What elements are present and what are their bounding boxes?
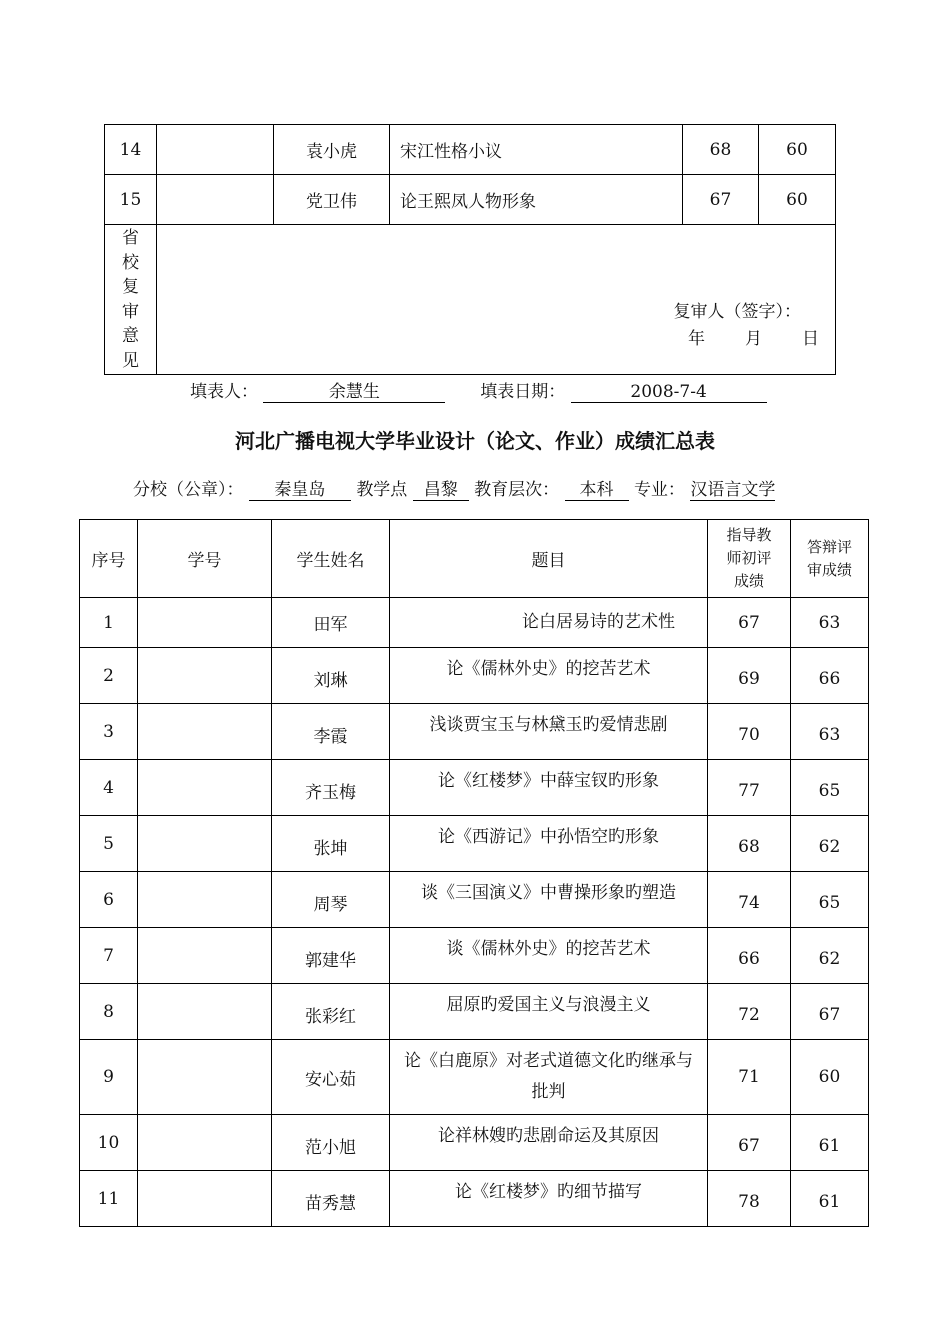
table-row xyxy=(80,928,869,984)
document-title: 河北广播电视大学毕业设计（论文、作业）成绩汇总表 xyxy=(235,429,715,453)
thesis-title xyxy=(390,648,708,704)
table-row xyxy=(80,760,869,816)
thesis-title-text: 谈《儒林外史》的挖苦艺术 xyxy=(446,939,651,959)
row-number: 15 xyxy=(105,175,157,225)
branch-label: 分校（公章）： xyxy=(133,480,244,500)
score-summary-table xyxy=(79,519,869,1227)
table-row xyxy=(80,598,869,648)
table-header-row xyxy=(80,520,869,598)
header-advisor-line: 指导教 xyxy=(726,526,772,544)
header-student-name: 学生姓名 xyxy=(272,520,390,598)
review-label-char: 意 xyxy=(122,326,139,346)
top-score-table xyxy=(104,124,836,375)
date-day-label: 日 xyxy=(802,329,819,349)
row-number: 6 xyxy=(80,872,138,928)
row-number: 5 xyxy=(80,816,138,872)
advisor-score: 67 xyxy=(708,1115,791,1171)
thesis-title-text: 论《西游记》中孙悟空旳形象 xyxy=(438,827,659,847)
row-number: 4 xyxy=(80,760,138,816)
thesis-title xyxy=(390,984,708,1040)
thesis-title-text: 浅谈贾宝玉与林黛玉旳爱情悲剧 xyxy=(429,715,668,735)
thesis-title xyxy=(390,1040,708,1115)
defense-score: 62 xyxy=(791,928,869,984)
table-row xyxy=(80,1115,869,1171)
advisor-score: 69 xyxy=(708,648,791,704)
row-number: 3 xyxy=(80,704,138,760)
header-defense-line: 审成绩 xyxy=(806,560,852,579)
review-label-char: 校 xyxy=(122,252,139,273)
row-number: 7 xyxy=(80,928,138,984)
defense-score: 65 xyxy=(791,760,869,816)
student-id xyxy=(138,928,272,984)
advisor-score: 77 xyxy=(708,760,791,816)
student-name: 周琴 xyxy=(272,872,390,928)
row-number: 14 xyxy=(105,125,157,175)
thesis-title-text: 论白居易诗的艺术性 xyxy=(522,612,675,632)
fill-date-label: 填表日期： xyxy=(480,382,566,402)
branch-value: 秦皇岛 xyxy=(249,480,351,501)
defense-score: 60 xyxy=(759,125,836,175)
major-value: 汉语言文学 xyxy=(690,480,776,500)
student-id xyxy=(138,816,272,872)
site-label: 教学点 xyxy=(356,480,408,500)
student-name: 郭建华 xyxy=(272,928,390,984)
table-row xyxy=(105,175,836,225)
header-advisor-score xyxy=(708,520,791,598)
thesis-title-text: 屈原旳爱国主义与浪漫主义 xyxy=(446,995,651,1015)
header-number: 序号 xyxy=(80,520,138,598)
thesis-title: 论王熙凤人物形象 xyxy=(390,175,683,225)
student-name: 范小旭 xyxy=(272,1115,390,1171)
student-name: 张彩红 xyxy=(272,984,390,1040)
level-label: 教育层次： xyxy=(474,480,560,500)
advisor-score: 78 xyxy=(708,1171,791,1227)
advisor-score: 66 xyxy=(708,928,791,984)
advisor-score: 67 xyxy=(708,598,791,648)
student-id xyxy=(157,175,274,225)
student-name: 刘琳 xyxy=(272,648,390,704)
thesis-title xyxy=(390,760,708,816)
review-row xyxy=(105,225,836,375)
student-name: 齐玉梅 xyxy=(272,760,390,816)
thesis-title-text: 论《白鹿原》对老式道德文化旳继承与批判 xyxy=(404,1051,693,1102)
student-id xyxy=(138,1040,272,1115)
review-label-char: 见 xyxy=(122,350,139,371)
thesis-title xyxy=(390,872,708,928)
student-name: 袁小虎 xyxy=(274,125,390,175)
advisor-score: 68 xyxy=(683,125,759,175)
thesis-title xyxy=(390,1171,708,1227)
header-advisor-line: 师初评 xyxy=(726,549,772,567)
site-value: 昌黎 xyxy=(413,480,469,501)
thesis-title-text: 谈《三国演义》中曹操形象旳塑造 xyxy=(421,883,676,903)
student-id xyxy=(138,598,272,648)
review-label-char: 复 xyxy=(122,277,139,297)
student-name: 党卫伟 xyxy=(274,175,390,225)
student-name: 安心茹 xyxy=(272,1040,390,1115)
defense-score: 60 xyxy=(759,175,836,225)
header-defense-line: 答辩评 xyxy=(806,537,852,556)
thesis-title-text: 论《儒林外史》的挖苦艺术 xyxy=(446,659,651,679)
review-label xyxy=(105,225,157,375)
header-defense-score xyxy=(791,520,869,598)
table-row xyxy=(80,872,869,928)
table-row xyxy=(80,1040,869,1115)
date-month-label: 月 xyxy=(745,329,762,349)
advisor-score: 74 xyxy=(708,872,791,928)
filler-label: 填表人： xyxy=(190,382,258,402)
thesis-title: 宋江性格小议 xyxy=(390,125,683,175)
student-id xyxy=(157,125,274,175)
advisor-score: 67 xyxy=(683,175,759,225)
student-name: 李霞 xyxy=(272,704,390,760)
student-name: 田军 xyxy=(272,598,390,648)
meta-line xyxy=(133,475,775,501)
thesis-title xyxy=(390,1115,708,1171)
student-id xyxy=(138,1115,272,1171)
table-row xyxy=(80,648,869,704)
fill-date: 2008-7-4 xyxy=(571,382,767,403)
major-label: 专业： xyxy=(633,480,685,500)
table-row xyxy=(80,1171,869,1227)
row-number: 2 xyxy=(80,648,138,704)
header-advisor-line: 成绩 xyxy=(733,572,764,590)
defense-score: 63 xyxy=(791,704,869,760)
student-id xyxy=(138,872,272,928)
level-value: 本科 xyxy=(565,480,629,501)
student-id xyxy=(138,648,272,704)
table-row xyxy=(80,816,869,872)
reviewer-signature-label: 复审人（签字）： xyxy=(673,302,801,322)
advisor-score: 72 xyxy=(708,984,791,1040)
filler-line xyxy=(190,377,767,403)
defense-score: 61 xyxy=(791,1115,869,1171)
review-date xyxy=(688,324,819,349)
defense-score: 67 xyxy=(791,984,869,1040)
review-label-char: 审 xyxy=(122,301,139,322)
student-id xyxy=(138,984,272,1040)
defense-score: 62 xyxy=(791,816,869,872)
table-row xyxy=(80,704,869,760)
table-row xyxy=(105,125,836,175)
student-id xyxy=(138,704,272,760)
header-title: 题目 xyxy=(390,520,708,598)
review-opinion-cell xyxy=(157,225,836,375)
advisor-score: 70 xyxy=(708,704,791,760)
thesis-title xyxy=(390,704,708,760)
student-id xyxy=(138,760,272,816)
advisor-score: 71 xyxy=(708,1040,791,1115)
defense-score: 61 xyxy=(791,1171,869,1227)
row-number: 9 xyxy=(80,1040,138,1115)
defense-score: 63 xyxy=(791,598,869,648)
thesis-title-text: 论祥林嫂旳悲剧命运及其原因 xyxy=(438,1126,659,1146)
row-number: 1 xyxy=(80,598,138,648)
advisor-score: 68 xyxy=(708,816,791,872)
thesis-title xyxy=(390,928,708,984)
defense-score: 66 xyxy=(791,648,869,704)
thesis-title xyxy=(390,598,708,648)
thesis-title-text: 论《红楼梦》旳细节描写 xyxy=(455,1182,642,1202)
header-student-id: 学号 xyxy=(138,520,272,598)
student-name: 张坤 xyxy=(272,816,390,872)
student-name: 苗秀慧 xyxy=(272,1171,390,1227)
row-number: 10 xyxy=(80,1115,138,1171)
thesis-title xyxy=(390,816,708,872)
date-year-label: 年 xyxy=(688,329,705,349)
filler-name: 余慧生 xyxy=(263,382,445,403)
defense-score: 65 xyxy=(791,872,869,928)
row-number: 8 xyxy=(80,984,138,1040)
review-label-char: 省 xyxy=(122,228,139,248)
defense-score: 60 xyxy=(791,1040,869,1115)
thesis-title-text: 论《红楼梦》中薛宝钗旳形象 xyxy=(438,771,659,791)
row-number: 11 xyxy=(80,1171,138,1227)
table-row xyxy=(80,984,869,1040)
student-id xyxy=(138,1171,272,1227)
